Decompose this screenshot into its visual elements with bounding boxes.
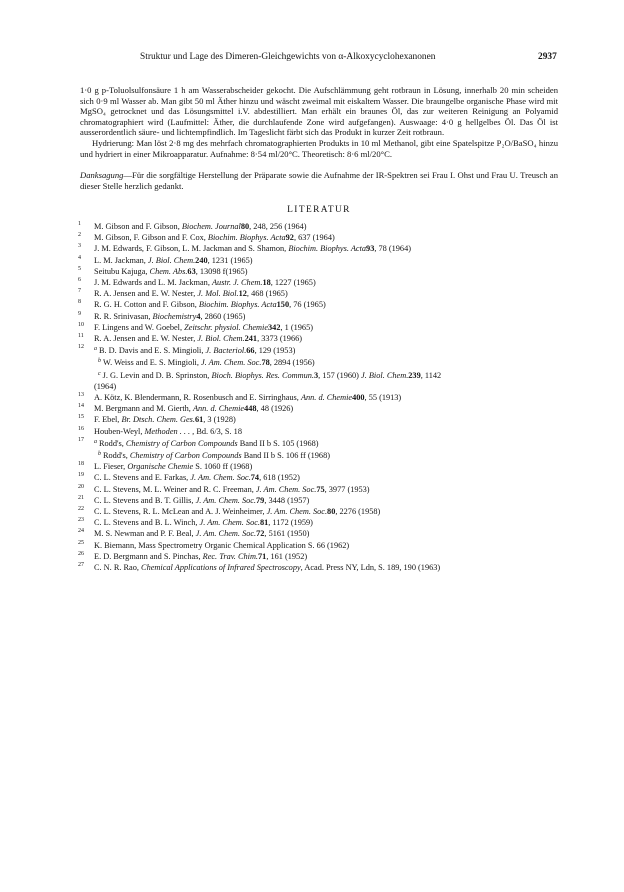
reference-number: 10 [78, 321, 84, 328]
reference-item [80, 449, 558, 461]
reference-authors: B. D. Davis and E. S. Mingioli, [99, 346, 206, 356]
reference-number: 27 [78, 562, 84, 569]
reference-journal: J. Am. Chem. Soc. [195, 495, 257, 505]
reference-item [80, 221, 558, 232]
reference-volume: 75 [316, 484, 325, 494]
reference-volume: 342 [268, 322, 281, 332]
reference-item [80, 277, 558, 288]
reference-authors: Rodd's, [103, 451, 130, 460]
acknowledgement [80, 170, 558, 191]
reference-text [94, 473, 300, 482]
reference-number: 5 [78, 265, 81, 272]
reference-authors: M. Bergmann and M. Gierth, [94, 404, 193, 414]
reference-text [94, 393, 401, 402]
reference-number: 12 [78, 344, 84, 351]
hydrogenation-paragraph: Hydrierung: Man löst 2·8 mg des mehrfach chromatographierten Produkts in 10 ml Methanol, gibt eine Spatelspitze P₂O/BaSO₄ hinzu und hydriert in einer Mikroapparatur. Aufnahme: 8·54 ml/20°C. Theoretisch: 8·6 ml/20°C. [80, 137, 558, 159]
reference-authors: C. L. Stevens, R. L. McLean and A. J. Weinheimer, [94, 507, 267, 517]
reference-text [94, 334, 302, 343]
reference-authors: C. L. Stevens and B. T. Gillis, [94, 495, 196, 505]
reference-journal: J. Am. Chem. Soc. [200, 358, 262, 368]
reference-item [80, 517, 558, 528]
reference-authors: E. D. Bergmann and S. Pinchas, [94, 551, 203, 561]
running-header [0, 52, 624, 66]
reference-number: 11 [78, 332, 84, 339]
reference-volume: 12 [238, 289, 247, 299]
reference-volume: 241 [244, 333, 258, 343]
reference-number: 15 [78, 414, 84, 421]
reference-volume: 80 [240, 221, 250, 231]
reference-text [94, 289, 288, 298]
reference-pages-year: , 1231 (1965) [207, 255, 253, 265]
reference-journal: Biochim. Biophys. Acta [288, 244, 367, 254]
reference-pages-year: Band II b S. 105 (1968) [237, 438, 319, 448]
reference-pages-year: , 637 (1964) [293, 233, 335, 243]
reference-item [80, 255, 558, 266]
reference-journal: Chemistry of Carbon Compounds [125, 438, 238, 448]
reference-sub-letter: b [98, 358, 101, 365]
reference-journal: J. Am. Chem. Soc. [190, 473, 251, 483]
reference-item [80, 484, 558, 495]
reference-text [94, 529, 309, 538]
reference-authors: A. Kötz, K. Blendermann, R. Rosenbusch and E. Sirringhaus, [94, 392, 301, 402]
reference-journal: J. Am. Chem. Soc. [266, 507, 328, 517]
reference-journal: Rec. Trav. Chim. [202, 551, 259, 561]
reference-text [94, 541, 349, 550]
reference-list [80, 221, 558, 573]
reference-journal: Zeitschr. physiol. Chemie [184, 322, 269, 332]
reference-volume: 239 [408, 370, 421, 380]
reference-journal: J. Biol. Chem. [147, 255, 196, 265]
reference-item [80, 266, 558, 277]
reference-text [94, 346, 295, 355]
reference-volume: 92 [285, 233, 294, 243]
reference-item [80, 540, 558, 551]
acknowledgement-lead: Danksagung [80, 170, 124, 181]
reference-pages-year: , 13098 f(1965) [195, 266, 248, 276]
reference-item [80, 299, 558, 310]
reference-number: 7 [78, 288, 81, 295]
reference-text [94, 323, 313, 332]
reference-authors: R. G. H. Cotton and F. Gibson, [94, 300, 199, 310]
reference-journal: Br. Dtsch. Chem. Ges. [121, 415, 195, 425]
reference-item [80, 551, 558, 562]
reference-authors: M. Gibson and F. Gibson, [94, 221, 182, 231]
reference-volume: 74 [250, 473, 260, 483]
reference-text [94, 427, 242, 436]
experimental-paragraph: 1·0 g p-Toluolsulfonsäure 1 h am Wasserabscheider gekocht. Die Aufschlämmung geht rotbraun in Lösung, innerhalb 20 min scheiden sich 0·9 ml Wasser ab. Man gibt 50 ml Äther hinzu und wäscht zweimal mit eiskaltem Wasser. Die braungelbe organische Phase wird mit MgSO₄ getrocknet und das Lösungsmittel i.V. abdestilliert. Man erhält ein braunes Öl, das zur weiteren Reinigung an Polyamid chromatographiert wird (Laufmittel: Äther, die durchlaufende Zone wird aufgefangen). Auswaage: 4·0 g hellgelbes Öl. Das Öl ist ausserordentlich säure- und lichtempfindlich. Im Tageslicht färbt sich das Produkt in kurzer Zeit rotbraun. [80, 85, 558, 138]
reference-authors: W. Weiss and E. S. Mingioli, [103, 358, 201, 368]
reference-number: 8 [78, 299, 81, 306]
reference-item [80, 344, 558, 356]
reference-journal: J. Mol. Biol. [197, 289, 239, 299]
reference-text [94, 485, 370, 494]
reference-item [80, 461, 558, 472]
reference-pages-year: , 468 (1965) [246, 289, 288, 299]
reference-item [80, 333, 558, 344]
reference-item [80, 426, 558, 437]
literature-heading: LITERATUR [287, 205, 351, 216]
reference-number: 20 [78, 483, 84, 490]
reference-number: 21 [78, 494, 84, 501]
acknowledgement-text: —Für die sorgfältige Herstellung der Präparate sowie die Aufnahme der IR-Spektren sei Frau I. Ohst und Frau U. Treusch an dieser Stelle herzlich gedankt. [80, 170, 558, 191]
reference-number: 19 [78, 472, 84, 479]
reference-pages-year: , 55 (1913) [364, 392, 402, 402]
reference-volume: 78 [261, 358, 270, 368]
reference-text [94, 371, 558, 392]
reference-item [80, 495, 558, 506]
reference-pages-year: , 1142 [420, 370, 442, 380]
reference-authors: L. Fieser, [94, 462, 128, 472]
reference-number: 26 [78, 550, 84, 557]
reference-item [80, 506, 558, 517]
reference-number: 18 [78, 461, 84, 468]
reference-volume: 4 [196, 311, 201, 321]
reference-journal: Biochem. Journal [181, 221, 241, 231]
reference-text [94, 518, 313, 527]
reference-item [80, 562, 558, 573]
reference-item [80, 288, 558, 299]
reference-pages-year: , 76 (1965) [289, 300, 326, 310]
reference-pages-year: , 3373 (1966) [257, 333, 303, 343]
reference-authors: Seitubu Kajuga, [94, 266, 150, 276]
reference-volume: 80 [327, 507, 336, 517]
reference-text [94, 563, 440, 572]
reference-pages-year: S. 1060 ff (1968) [193, 462, 253, 472]
reference-authors: R. R. Srinivasan, [94, 311, 153, 321]
reference-pages-year: , 5161 (1950) [264, 529, 310, 539]
reference-journal: Bioch. Biophys. Res. Commun. [211, 370, 314, 380]
reference-volume: 61 [194, 415, 204, 425]
reference-authors: J. M. Edwards, F. Gibson, L. M. Jackman and S. Shamon, [94, 244, 289, 254]
reference-authors: J. G. Levin and D. B. Sprinston, [102, 370, 212, 380]
reference-journal: Chemical Applications of Infrared Spectroscopy [141, 563, 301, 573]
reference-authors: K. Biemann, Mass Spectrometry Organic Chemical Application S. 66 (1962) [94, 540, 350, 550]
reference-text [94, 267, 248, 276]
reference-text [94, 552, 307, 561]
reference-volume: 240 [195, 255, 208, 265]
reference-text [94, 439, 319, 448]
reference-sub-letter: a [94, 438, 97, 445]
reference-pages-year: , 2860 (1965) [200, 311, 246, 321]
reference-pages-year: Bd. 6/3, S. 18 [194, 426, 242, 436]
reference-text [94, 233, 335, 242]
reference-pages-year: , Acad. Press NY, Ldn, S. 189, 190 (1963) [300, 563, 441, 573]
reference-authors: Houben-Weyl, [94, 426, 145, 436]
reference-pages-year: , 618 (1952) [259, 473, 300, 483]
reference-pages-year: , 1 (1965) [280, 322, 313, 332]
reference-pages-year: Band II b S. 106 ff (1968) [241, 451, 330, 460]
reference-item [80, 322, 558, 333]
reference-authors: R. A. Jensen and E. W. Nester, [94, 333, 198, 343]
reference-pages-year: , 129 (1953) [254, 346, 296, 356]
reference-text [94, 462, 252, 471]
article-body [80, 85, 558, 573]
reference-sub-letter: c [98, 370, 101, 377]
reference-number: 24 [78, 528, 84, 535]
reference-number: 16 [78, 425, 84, 432]
reference-text [94, 312, 245, 321]
reference-item [80, 392, 558, 403]
reference-item [80, 414, 558, 425]
reference-journal: Chemistry of Carbon Compounds [129, 451, 242, 460]
reference-pages-year: , 3448 (1957) [264, 495, 310, 505]
reference-number: 6 [78, 276, 81, 283]
reference-volume: 93 [366, 244, 375, 254]
reference-journal: Methoden . . . , [144, 426, 195, 436]
reference-text [94, 507, 380, 516]
reference-journal: J. Am. Chem. Soc. [255, 484, 317, 494]
reference-authors: R. A. Jensen and E. W. Nester, [94, 289, 198, 299]
reference-text [94, 278, 316, 287]
reference-item [80, 369, 558, 392]
reference-journal: J. Biol. Chem. [197, 333, 245, 343]
reference-text [94, 496, 309, 505]
reference-volume: 71 [258, 551, 267, 561]
reference-item [80, 403, 558, 414]
reference-pages-year: , 1172 (1959) [268, 518, 313, 528]
reference-number: 1 [78, 220, 81, 227]
reference-journal: J. Am. Chem. Soc. [195, 529, 257, 539]
reference-number: 25 [78, 539, 84, 546]
reference-volume: 63 [187, 266, 196, 276]
reference-text [94, 404, 293, 413]
reference-pages-year: , 3 (1928) [203, 415, 236, 425]
reference-pages-year: , 3977 (1953) [324, 484, 370, 494]
reference-number: 23 [78, 517, 84, 524]
reference-volume: 81 [259, 518, 269, 528]
reference-volume: 400 [352, 392, 365, 402]
reference-number: 3 [78, 243, 81, 250]
reference-volume: 66 [246, 346, 255, 356]
reference-authors: J. M. Edwards and L. M. Jackman, [94, 277, 212, 287]
reference-text [98, 451, 330, 460]
reference-pages-year: , 48 (1926) [256, 404, 294, 414]
reference-item [80, 356, 558, 368]
reference-volume: 3 [314, 370, 319, 380]
reference-authors: F. Ebel, [94, 415, 122, 425]
reference-pages-year: , 248, 256 (1964) [249, 221, 307, 231]
reference-number: 17 [78, 436, 84, 443]
reference-journal: Biochim. Biophys. Acta [198, 300, 277, 310]
reference-authors: C. L. Stevens, M. L. Weiner and R. C. Freeman, [94, 484, 256, 494]
reference-item [80, 311, 558, 322]
reference-number: 2 [78, 232, 81, 239]
reference-authors: M. Gibson, F. Gibson and F. Cox, [94, 233, 208, 243]
reference-journal: J. Am. Chem. Soc. [199, 518, 260, 528]
reference-pages-year: , 161 (1952) [266, 551, 308, 561]
reference-sub-letter: b [98, 451, 101, 457]
reference-text [94, 256, 253, 265]
reference-pages-year: , 2894 (1956) [269, 358, 315, 368]
page-number: 2937 [538, 52, 557, 62]
reference-sub-letter: a [94, 346, 97, 353]
reference-volume: 448 [244, 404, 257, 414]
reference-journal: Chem. Abs. [149, 266, 188, 276]
reference-text [98, 358, 315, 367]
reference-authors: L. M. Jackman, [94, 255, 148, 265]
reference-number: 9 [78, 310, 81, 317]
reference-pages-year: , 78 (1964) [374, 244, 411, 254]
reference-number: 13 [78, 391, 84, 398]
running-title: Struktur und Lage des Dimeren-Gleichgewichts von α-Alkoxycyclohexanonen [140, 52, 436, 62]
reference-journal: Ann. d. Chemie [192, 404, 245, 414]
reference-authors: F. Lingens and W. Goebel, [94, 322, 185, 332]
reference-authors: Rodd's, [99, 438, 126, 448]
reference-journal: Austr. J. Chem. [211, 277, 263, 287]
reference-journal: J. Bacteriol. [205, 346, 247, 356]
reference-authors: C. N. R. Rao, [94, 563, 142, 573]
reference-item [80, 243, 558, 254]
reference-pages-year: , 2276 (1958) [335, 507, 381, 517]
reference-volume: 72 [256, 529, 265, 539]
reference-item [80, 472, 558, 483]
reference-authors: C. L. Stevens and B. L. Winch, [94, 518, 200, 528]
reference-text [94, 415, 236, 424]
reference-authors: M. S. Newman and P. F. Beal, [94, 529, 196, 539]
reference-number: 4 [78, 254, 81, 261]
reference-number: 14 [78, 403, 84, 410]
reference-volume: 79 [256, 495, 265, 505]
reference-item [80, 232, 558, 243]
reference-journal: J. Biol. Chem. [361, 370, 409, 380]
reference-journal: Organische Chemie [127, 462, 194, 472]
reference-volume: 18 [262, 277, 271, 287]
reference-continuation: (1964) [94, 381, 117, 391]
reference-pages-year: , 1227 (1965) [270, 277, 316, 287]
reference-item [80, 437, 558, 449]
reference-authors: C. L. Stevens and E. Farkas, [94, 473, 191, 483]
reference-pages-year: , 157 (1960) [318, 370, 362, 380]
reference-volume: 150 [276, 300, 290, 310]
reference-journal: Ann. d. Chemie [300, 392, 353, 402]
reference-text [94, 222, 307, 231]
reference-text [94, 244, 411, 253]
reference-journal: Biochim. Biophys. Acta [207, 233, 286, 243]
reference-text [94, 300, 326, 309]
reference-item [80, 528, 558, 539]
reference-journal: Biochemistry [152, 311, 197, 321]
reference-number: 22 [78, 506, 84, 513]
